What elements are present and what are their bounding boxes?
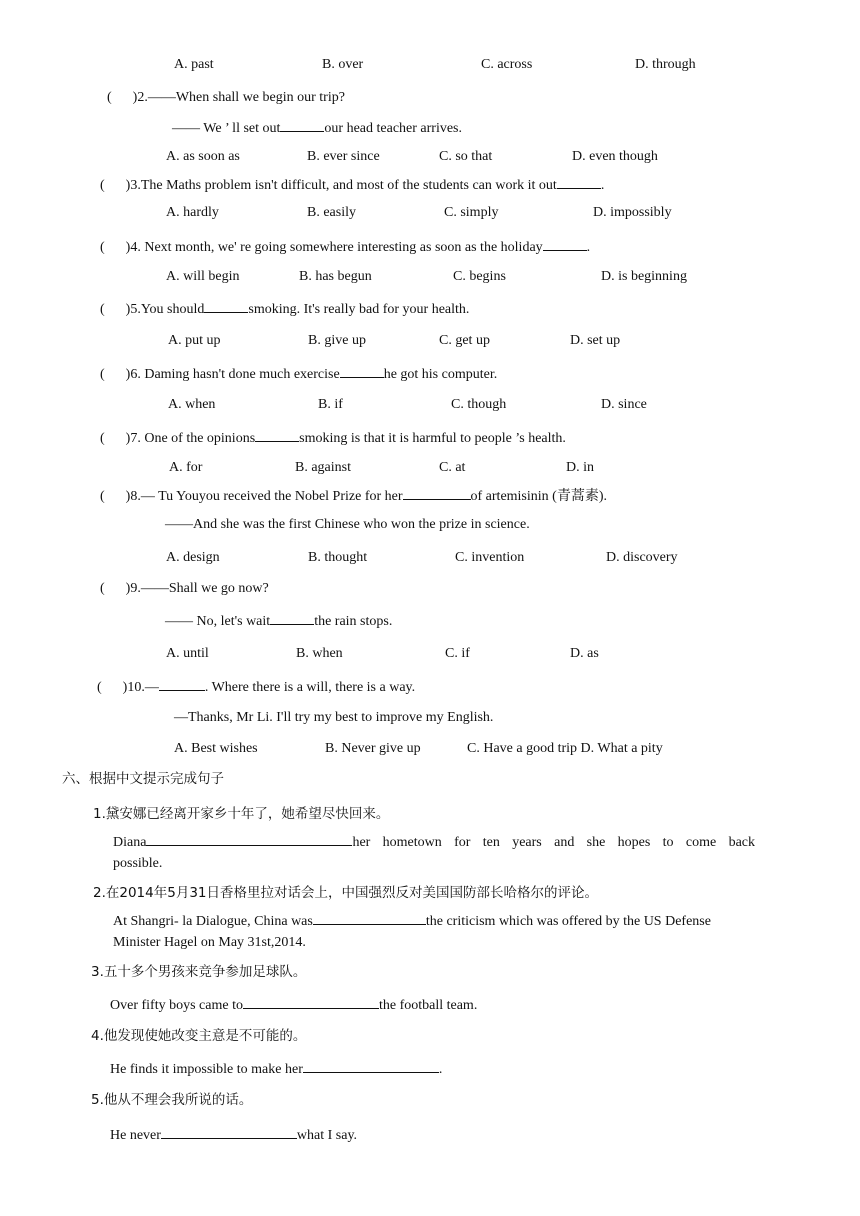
q1-option-d: D. through: [635, 57, 696, 72]
q2-option-b: B. ever since: [307, 149, 380, 164]
q6-stem-pre: 6. Daming hasn't done much exercise: [130, 367, 340, 382]
q2-blank: [280, 118, 324, 132]
q9-reply-pre: —— No, let's wait: [165, 614, 271, 629]
q2-stem: [107, 89, 345, 107]
item1-english-line2: possible.: [113, 856, 163, 871]
q9-blank: [270, 611, 314, 625]
q3-blank: [557, 175, 601, 189]
item3-blank: [243, 995, 379, 1009]
answer-paren: ( ): [100, 367, 131, 382]
q9-reply-post: the rain stops.: [314, 614, 393, 629]
item4-english: [110, 1059, 442, 1079]
q9-stem-text: 9.——Shall we go now?: [130, 581, 269, 596]
answer-paren: ( ): [100, 302, 131, 317]
q10-stem-post: . Where there is a will, there is a way.: [204, 680, 416, 695]
q5-option-c: C. get up: [439, 333, 490, 348]
q3-stem-pre: 3.The Maths problem isn't difficult, and most of the students can work it out: [130, 178, 557, 193]
item1-chinese: 1.黛安娜已经离开家乡十年了，她希望尽快回来。: [93, 806, 390, 822]
q5-stem-pre: 5.You should: [130, 302, 205, 317]
q7-stem-post: smoking is that it is harmful to people ’s health.: [299, 431, 566, 446]
q10-stem-pre: 10.—: [127, 680, 159, 695]
q5-option-a: A. put up: [168, 333, 221, 348]
q6-option-d: D. since: [601, 397, 647, 412]
q8-stem: [100, 486, 607, 506]
section-heading: 六、根据中文提示完成句子: [62, 771, 224, 787]
item3-en-pre: Over fifty boys came to: [110, 998, 243, 1013]
q10-blank: [159, 677, 205, 691]
q7-option-a: A. for: [169, 460, 203, 475]
item5-chinese: 5.他从不理会我所说的话。: [91, 1092, 253, 1108]
q8-option-b: B. thought: [308, 550, 368, 565]
q4-option-c: C. begins: [453, 269, 506, 284]
q4-stem: [100, 237, 590, 257]
q2-stem-text: 2.——When shall we begin our trip?: [137, 90, 345, 105]
answer-paren: ( ): [100, 178, 131, 193]
q3-option-b: B. easily: [307, 205, 356, 220]
q9-stem: [100, 580, 269, 598]
answer-paren: ( ): [100, 581, 131, 596]
q8-stem-post: of artemisinin (青蒿素).: [470, 489, 607, 504]
q7-option-d: D. in: [566, 460, 594, 475]
q10-stem: [97, 677, 415, 697]
q3-option-a: A. hardly: [166, 205, 219, 220]
q6-stem-post: he got his computer.: [383, 367, 498, 382]
q6-blank: [340, 364, 384, 378]
item3-en-post: the football team.: [378, 998, 478, 1013]
item1-english: [113, 832, 755, 852]
item5-english: [110, 1125, 357, 1145]
q8-option-a: A. design: [166, 550, 220, 565]
q9-option-d: D. as: [570, 646, 599, 661]
q6-option-b: B. if: [318, 397, 343, 412]
q3-option-c: C. simply: [444, 205, 499, 220]
item2-en-pre: At Shangri- la Dialogue, China was: [113, 914, 313, 929]
q3-stem: [100, 175, 604, 195]
q6-option-c: C. though: [451, 397, 507, 412]
item2-english-line2: Minister Hagel on May 31st,2014.: [113, 935, 306, 950]
item5-blank: [161, 1125, 297, 1139]
item5-en-post: what I say.: [296, 1128, 358, 1143]
item3-chinese: 3.五十多个男孩来竞争参加足球队。: [91, 964, 307, 980]
q10-option-c: C. Have a good trip D. What a pity: [467, 741, 663, 756]
q7-stem: [100, 428, 566, 448]
q9-option-c: C. if: [445, 646, 470, 661]
q2-reply-pre: —— We ’ ll set out: [172, 121, 281, 136]
q10-reply: —Thanks, Mr Li. I'll try my best to improve my English.: [174, 710, 494, 725]
item2-en-post: the criticism which was offered by the US Defense: [425, 914, 711, 929]
q2-reply-post: our head teacher arrives.: [324, 121, 462, 136]
answer-paren: ( ): [100, 431, 131, 446]
q8-reply: ——And she was the first Chinese who won the prize in science.: [165, 517, 530, 532]
q8-option-d: D. discovery: [606, 550, 678, 565]
q5-option-b: B. give up: [308, 333, 366, 348]
q9-reply: [165, 611, 392, 631]
q5-option-d: D. set up: [570, 333, 621, 348]
item1-en-post: her hometown for ten years and she hopes to come back: [352, 835, 755, 850]
answer-paren: ( ): [97, 680, 128, 695]
q1-option-a: A. past: [174, 57, 214, 72]
item2-english: [113, 911, 711, 931]
answer-paren: ( ): [100, 489, 131, 504]
q3-stem-post: .: [600, 178, 605, 193]
q4-option-d: D. is beginning: [601, 269, 687, 284]
item5-en-pre: He never: [110, 1128, 161, 1143]
q6-stem: [100, 364, 497, 384]
item1-blank: [146, 832, 352, 846]
q10-option-a: A. Best wishes: [174, 741, 258, 756]
q7-stem-pre: 7. One of the opinions: [130, 431, 256, 446]
q3-option-d: D. impossibly: [593, 205, 672, 220]
q4-option-a: A. will begin: [166, 269, 240, 284]
item1-en-pre: Diana: [113, 835, 147, 850]
q7-option-c: C. at: [439, 460, 466, 475]
item4-blank: [303, 1059, 439, 1073]
item2-chinese: 2.在2014年5月31日香格里拉对话会上，中国强烈反对美国国防部长哈格尔的评论。: [93, 885, 599, 901]
q4-option-b: B. has begun: [299, 269, 372, 284]
item3-english: [110, 995, 477, 1015]
q8-option-c: C. invention: [455, 550, 525, 565]
q7-option-b: B. against: [295, 460, 351, 475]
q9-option-a: A. until: [166, 646, 209, 661]
q2-option-a: A. as soon as: [166, 149, 240, 164]
q1-option-c: C. across: [481, 57, 533, 72]
answer-paren: ( ): [107, 90, 138, 105]
q4-stem-pre: 4. Next month, we' re going somewhere interesting as soon as the holiday: [130, 240, 543, 255]
q2-option-c: C. so that: [439, 149, 493, 164]
q4-blank: [543, 237, 587, 251]
q5-stem: [100, 299, 469, 319]
q1-option-b: B. over: [322, 57, 364, 72]
q8-stem-pre: 8.— Tu Youyou received the Nobel Prize for her: [130, 489, 403, 504]
q4-stem-post: .: [586, 240, 591, 255]
item4-en-post: .: [438, 1062, 443, 1077]
q9-option-b: B. when: [296, 646, 343, 661]
q2-reply: [172, 118, 462, 138]
q8-blank: [403, 486, 471, 500]
q7-blank: [255, 428, 299, 442]
answer-paren: ( ): [100, 240, 131, 255]
item4-chinese: 4.他发现使她改变主意是不可能的。: [91, 1028, 307, 1044]
q5-stem-post: smoking. It's really bad for your health.: [248, 302, 470, 317]
item2-blank: [313, 911, 426, 925]
q2-option-d: D. even though: [572, 149, 658, 164]
q10-option-b: B. Never give up: [325, 741, 421, 756]
item4-en-pre: He finds it impossible to make her: [110, 1062, 303, 1077]
q5-blank: [204, 299, 248, 313]
q6-option-a: A. when: [168, 397, 216, 412]
